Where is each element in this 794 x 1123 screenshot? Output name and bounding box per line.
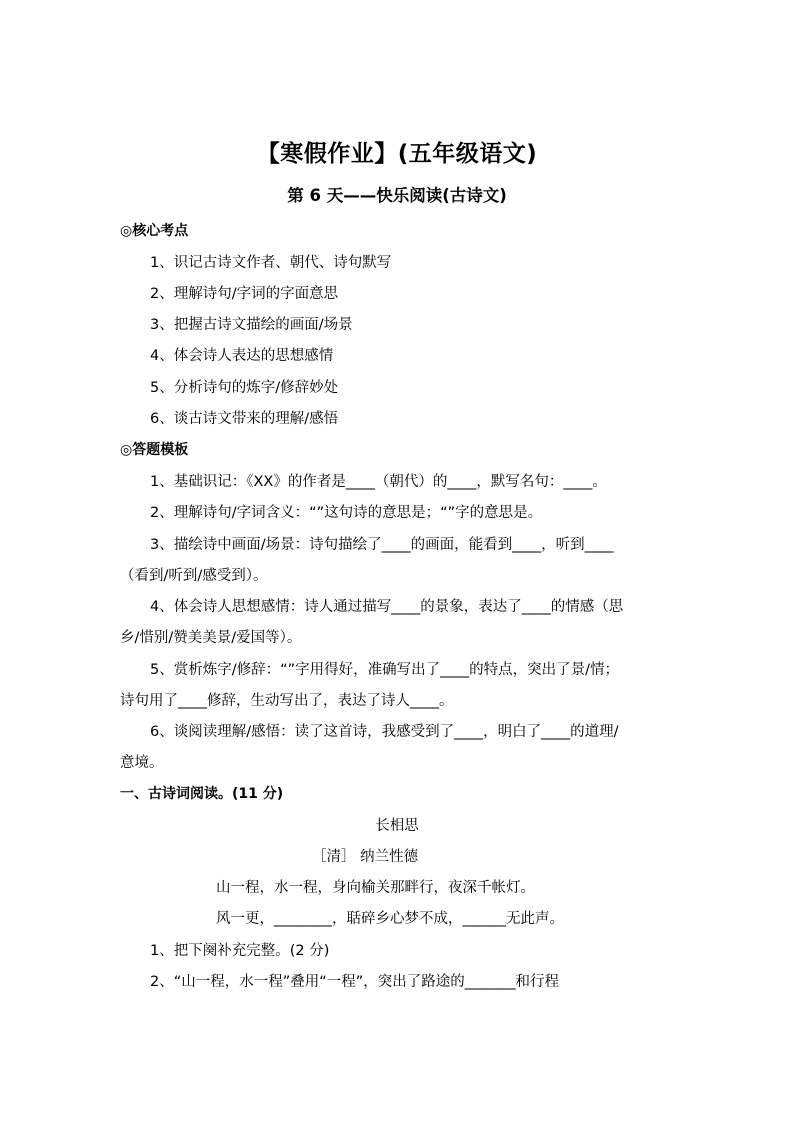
template-line: 6、谈阅读理解/感悟：读了这首诗，我感受到了____，明白了____的道理/ xyxy=(150,724,619,740)
page-subtitle: 第 6 天——快乐阅读(古诗文) xyxy=(287,186,507,205)
template-line: 4、体会诗人思想感情：诗人通过描写____的景象，表达了____的情感（思 xyxy=(150,599,624,615)
template-line: 诗句用了____修辞，生动写出了，表达了诗人____。 xyxy=(120,693,454,709)
question-item: 1、把下阕补充完整。(2 分) xyxy=(150,943,330,959)
page-title: 【寒假作业】(五年级语文) xyxy=(256,141,538,167)
core-point-item: 3、把握古诗文描绘的画面/场景 xyxy=(150,317,353,333)
core-point-item: 2、理解诗句/字词的字面意思 xyxy=(150,286,339,302)
core-point-item: 5、分析诗句的炼字/修辞妙处 xyxy=(150,380,339,396)
answer-template-heading: ◎答题模板 xyxy=(120,442,189,458)
template-line: 乡/惜别/赞美美景/爱国等）。 xyxy=(120,630,302,646)
template-line: 1、基础识记：《XX》的作者是____（朝代）的____，默写名句：____。 xyxy=(150,474,607,490)
template-line: （看到/听到/感受到）。 xyxy=(120,568,268,584)
core-point-item: 4、体会诗人表达的思想感情 xyxy=(150,348,334,364)
poem-line: 风一更，________，聒碎乡心梦不成，______无此声。 xyxy=(216,911,564,927)
poem-author: ［清］ 纳兰性德 xyxy=(312,849,419,865)
section-heading: 一、古诗词阅读。(11 分) xyxy=(120,786,284,802)
question-item: 2、“山一程，水一程”叠用“一程”，突出了路途的_______和行程 xyxy=(150,974,560,990)
core-points-heading: ◎核心考点 xyxy=(120,223,189,239)
poem-line: 山一程，水一程，身向榆关那畔行，夜深千帐灯。 xyxy=(216,880,535,896)
template-line: 2、理解诗句/字词含义：“”这句诗的意思是；“”字的意思是。 xyxy=(150,505,543,521)
core-point-item: 6、谈古诗文带来的理解/感悟 xyxy=(150,411,339,427)
template-line: 3、描绘诗中画面/场景：诗句描绘了____的画面，能看到____，听到____ xyxy=(150,537,614,553)
template-line: 意境。 xyxy=(120,755,164,771)
template-line: 5、赏析炼字/修辞：“”字用得好，准确写出了____的特点，突出了景/情； xyxy=(150,662,620,678)
core-point-item: 1、识记古诗文作者、朝代、诗句默写 xyxy=(150,255,392,271)
poem-title: 长相思 xyxy=(375,818,419,834)
